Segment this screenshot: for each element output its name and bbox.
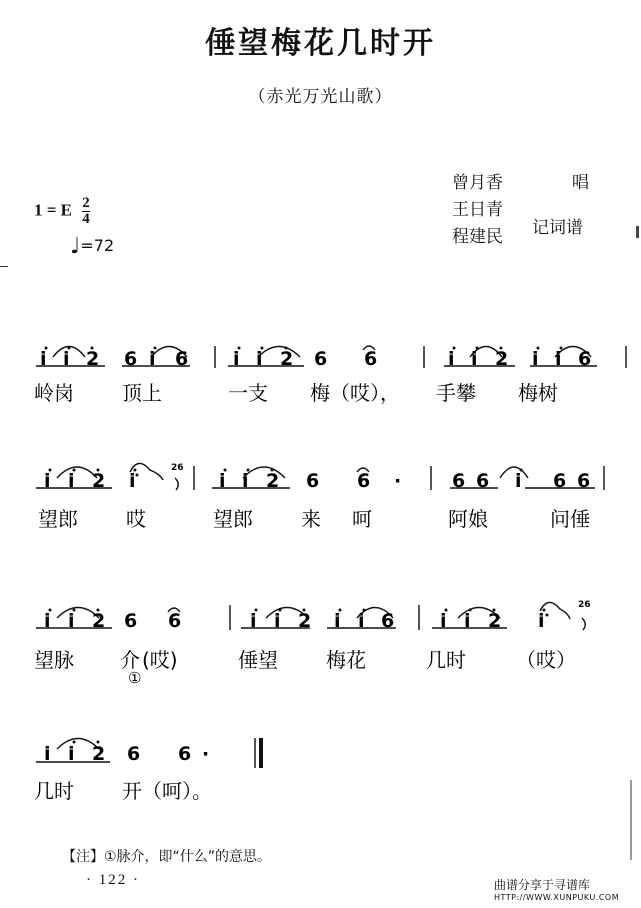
lyric-text: (哎) (142, 648, 178, 672)
score-note: i (219, 470, 226, 492)
score-line-4-svg (0, 718, 641, 838)
score-note: 2 (92, 470, 106, 492)
score-note: 6 (553, 470, 567, 492)
augmentation-dot: · (394, 470, 402, 492)
page-number: · 122 · (86, 872, 140, 888)
key-signature (34, 196, 90, 227)
score-note: i (538, 610, 545, 632)
lyric-text: 几时 (34, 779, 74, 803)
score-note: i (532, 348, 539, 370)
page-edge-mark (0, 266, 8, 267)
score-note: i (464, 610, 471, 632)
score-note: i (68, 470, 75, 492)
score-note: i (471, 348, 478, 370)
score-note: i (233, 348, 240, 370)
watermark-text: 曲谱分享于寻谱库 (494, 878, 591, 892)
score-note: 6 (127, 743, 141, 765)
time-signature (82, 196, 90, 227)
quarter-note-icon: ♩ (70, 234, 81, 259)
lyric-text: 问倕 (550, 507, 590, 531)
score-note: i (555, 348, 562, 370)
lyric-text: （哎） (516, 648, 576, 672)
lyric-text: 手攀 (436, 381, 476, 405)
score-note: 6 (124, 610, 138, 632)
singer-name: 曾月香 (452, 173, 503, 193)
footnote: 【注】①脉介，即“什么”的意思。 (62, 849, 272, 865)
score-note: i (44, 470, 51, 492)
score-note: i (250, 610, 257, 632)
page-edge-mark (636, 226, 639, 238)
score-note: 6 (168, 610, 182, 632)
score-note: i (256, 348, 263, 370)
score-note: 6 (314, 348, 328, 370)
score-note: 2 (495, 348, 509, 370)
song-subtitle: （赤光万光山歌） (248, 87, 393, 107)
lyric-text: 一支 (228, 381, 268, 405)
score-note: i (63, 348, 70, 370)
score-note: 6 (178, 743, 192, 765)
lyric-text: 梅花 (326, 648, 366, 672)
score-note: 2 (86, 348, 100, 370)
credit-role-sing: 唱 (572, 173, 589, 193)
score-note: i (129, 470, 136, 492)
score-note: i (334, 610, 341, 632)
score-note: 2 (298, 610, 312, 632)
score-note: 6 (476, 470, 490, 492)
score-note: 6 (577, 470, 591, 492)
score-line-1-svg (0, 320, 641, 440)
lyric-text: 梅树 (518, 381, 558, 405)
score-note: i (242, 470, 249, 492)
score-note: i (44, 610, 51, 632)
score-line-2 (0, 440, 641, 560)
credit-role-record: 记词谱 (532, 218, 583, 238)
score-note: 6 (306, 470, 320, 492)
lyric-text: 望郎 (213, 507, 253, 531)
lyric-text: 开（呵）。 (122, 779, 212, 803)
lyric-text: 几时 (426, 648, 466, 672)
score-line-3-svg (0, 585, 641, 705)
song-title: 倕望梅花几时开 (205, 26, 436, 61)
score-note: i (68, 743, 75, 765)
score-note: 6 (452, 470, 466, 492)
time-sig-numerator: 2 (82, 195, 90, 211)
lyric-text: 顶上 (122, 381, 162, 405)
score-line-4 (0, 718, 641, 838)
score-note: 2 (280, 348, 294, 370)
score-note: 6 (364, 348, 378, 370)
key-label: 1 = E (34, 200, 73, 220)
score-note: i (448, 348, 455, 370)
score-note: 6 (357, 470, 371, 492)
lyric-text: 阿娘 (448, 507, 488, 531)
score-note: 6 (578, 348, 592, 370)
score-note: i (40, 348, 47, 370)
score-note: i (358, 610, 365, 632)
ornament-26: 26 (171, 463, 184, 473)
time-sig-denominator: 4 (82, 211, 90, 227)
score-note: i (274, 610, 281, 632)
lyric-text: 呵 (352, 507, 372, 531)
score-note: i (149, 348, 156, 370)
lyric-text: 望郎 (38, 507, 78, 531)
lyric-text: 来 (301, 507, 321, 531)
score-note: i (68, 610, 75, 632)
augmentation-dot: · (202, 743, 210, 765)
ornament-26: 26 (578, 600, 591, 610)
score-note: 2 (92, 743, 106, 765)
lyric-text: 梅（哎）， (310, 381, 400, 405)
lyric-text: 哎 (126, 507, 146, 531)
score-note: 6 (124, 348, 138, 370)
credits-block (452, 170, 503, 251)
lyric-text: 望脉 (34, 648, 74, 672)
score-line-1 (0, 320, 641, 440)
score-note: 2 (266, 470, 280, 492)
score-note: i (440, 610, 447, 632)
tempo-marking (70, 234, 114, 259)
score-note: i (515, 470, 522, 492)
lyric-text: 倕望 (238, 648, 278, 672)
recorder-name-2: 程建民 (452, 227, 503, 247)
score-note: i (44, 743, 51, 765)
score-line-2-svg (0, 440, 641, 560)
score-note: 2 (92, 610, 106, 632)
lyric-text: 介 (120, 648, 140, 672)
recorder-name-1: 王日青 (452, 200, 503, 220)
tempo-value: =72 (80, 236, 115, 255)
score-line-3 (0, 585, 641, 705)
footnote-marker: ① (128, 669, 142, 687)
score-note: 6 (381, 610, 395, 632)
lyric-text: 岭岗 (34, 381, 74, 405)
score-note: 2 (488, 610, 502, 632)
watermark-url: HTTP://WWW.XUNPUKU.COM (494, 893, 620, 902)
score-note: 6 (175, 348, 189, 370)
